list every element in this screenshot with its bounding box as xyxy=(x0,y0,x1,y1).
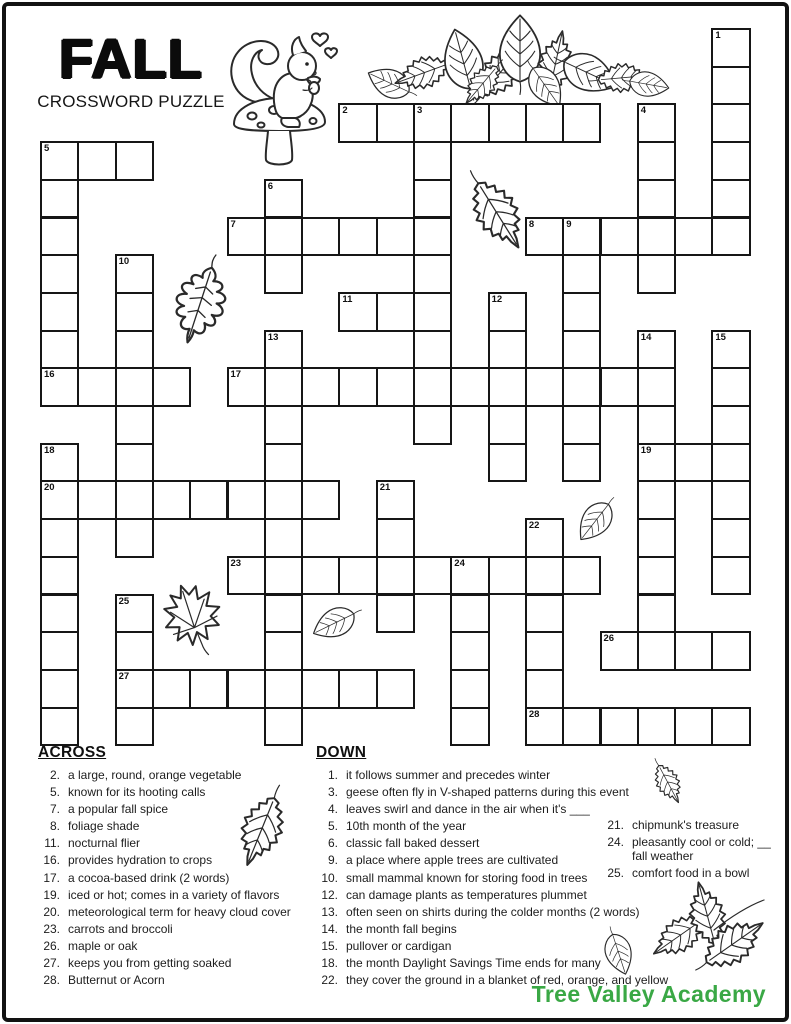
grid-cell xyxy=(637,254,676,294)
clue-item xyxy=(34,957,322,971)
grid-cell xyxy=(413,330,452,370)
clue-number: 12. xyxy=(321,887,338,902)
grid-cell xyxy=(376,367,415,407)
grid-cell xyxy=(562,367,601,407)
grid-cell xyxy=(264,480,303,520)
grid-cell xyxy=(40,556,79,596)
clue-text: leaves swirl and dance in the air when it's ___ xyxy=(346,802,590,817)
grid-cell xyxy=(413,367,452,407)
grid-cell xyxy=(413,141,452,181)
grid-cell xyxy=(264,405,303,445)
site-logo: Tree Valley Academy xyxy=(531,981,766,1007)
clue-item xyxy=(34,820,322,834)
grid-cell xyxy=(264,367,303,407)
clue-number: 28. xyxy=(43,973,60,988)
clue-text: a cocoa-based drink (2 words) xyxy=(68,870,230,885)
clue-text: maple or oak xyxy=(68,938,138,953)
grid-cell xyxy=(301,217,340,257)
grid-cell xyxy=(600,367,639,407)
clue-number: 11. xyxy=(44,836,60,851)
grid-cell xyxy=(227,669,266,709)
grid-cell xyxy=(77,141,116,181)
grid-cell xyxy=(711,707,750,747)
grid-cell xyxy=(376,292,415,332)
grid-cell xyxy=(450,631,489,671)
grid-cell xyxy=(115,367,154,407)
grid-cell xyxy=(77,480,116,520)
grid-cell xyxy=(413,254,452,294)
grid-cell xyxy=(301,367,340,407)
grid-cell xyxy=(525,367,564,407)
grid-cell xyxy=(264,707,303,747)
clue-text: iced or hot; comes in a variety of flavors xyxy=(68,887,280,902)
cell-number: 23 xyxy=(230,557,242,569)
grid-cell xyxy=(338,669,377,709)
grid-cell xyxy=(152,669,191,709)
grid-cell xyxy=(525,631,564,671)
clue-item xyxy=(34,974,322,988)
cell-number: 11 xyxy=(342,293,353,305)
cell-number: 2 xyxy=(342,105,348,117)
grid-cell xyxy=(488,556,527,596)
grid-cell xyxy=(562,330,601,370)
cell-number: 28 xyxy=(528,708,540,720)
clue-text: a place where apple trees are cultivated xyxy=(346,853,559,868)
grid-cell xyxy=(115,141,154,181)
grid-cell xyxy=(488,330,527,370)
clue-number: 24. xyxy=(607,835,624,850)
clue-item xyxy=(34,906,322,920)
grid-cell xyxy=(376,217,415,257)
grid-cell xyxy=(77,367,116,407)
page-subtitle: CROSSWORD PUZZLE xyxy=(37,92,225,112)
clue-text: they cover the ground in a blanket of red, orange, and yellow xyxy=(346,973,669,988)
grid-cell xyxy=(711,405,750,445)
clue-number: 5. xyxy=(327,819,338,834)
clue-number: 19. xyxy=(43,887,60,902)
grid-cell xyxy=(562,217,601,257)
grid-cell xyxy=(488,367,527,407)
clue-number: 16. xyxy=(43,853,60,868)
grid-cell xyxy=(115,594,154,634)
grid-cell xyxy=(227,217,266,257)
clue-item xyxy=(34,889,322,903)
clue-item xyxy=(312,786,694,800)
clue-item xyxy=(598,819,786,833)
grid-cell xyxy=(450,594,489,634)
grid-cell xyxy=(189,480,228,520)
clue-item xyxy=(34,786,322,800)
grid-cell xyxy=(711,179,750,219)
clue-text: comfort food in a bowl xyxy=(632,866,750,881)
cell-number: 24 xyxy=(454,557,465,569)
grid-cell xyxy=(674,707,713,747)
grid-cell xyxy=(376,480,415,520)
cell-number: 25 xyxy=(118,595,130,607)
grid-cell xyxy=(637,103,676,143)
grid-cell xyxy=(227,367,266,407)
clue-text: chipmunk's treasure xyxy=(632,818,740,832)
clue-number: 23. xyxy=(43,921,60,936)
grid-cell xyxy=(40,141,79,181)
cell-number: 4 xyxy=(640,105,647,117)
grid-cell xyxy=(562,707,601,747)
grid-cell xyxy=(115,405,154,445)
grid-cell xyxy=(525,518,564,558)
cell-number: 8 xyxy=(528,218,535,230)
clue-item xyxy=(34,872,322,886)
clue-item xyxy=(312,906,694,920)
clue-text: pullover or cardigan xyxy=(346,938,452,953)
grid-cell xyxy=(674,217,713,257)
clue-item xyxy=(34,940,322,954)
grid-cell xyxy=(637,556,676,596)
grid-cell xyxy=(115,330,154,370)
clue-item xyxy=(598,867,786,881)
clue-item xyxy=(34,769,322,783)
across-clues-section xyxy=(34,744,322,991)
clue-item xyxy=(312,957,694,971)
clue-text: Butternut or Acorn xyxy=(68,973,165,988)
grid-cell xyxy=(264,254,303,294)
grid-cell xyxy=(711,103,750,143)
clue-item xyxy=(312,803,694,817)
grid-cell xyxy=(413,556,452,596)
clue-text: can damage plants as temperatures plummet xyxy=(346,887,587,902)
grid-cell xyxy=(115,480,154,520)
across-header: ACROSS xyxy=(38,744,107,761)
cell-number: 17 xyxy=(230,369,242,381)
grid-cell xyxy=(637,179,676,219)
grid-cell xyxy=(711,518,750,558)
grid-cell xyxy=(376,594,415,634)
grid-cell xyxy=(40,594,79,634)
clue-text: carrots and broccoli xyxy=(68,921,173,936)
grid-cell xyxy=(450,367,489,407)
grid-cell xyxy=(413,179,452,219)
grid-cell xyxy=(525,556,564,596)
clue-number: 7. xyxy=(49,802,60,817)
clue-text: a popular fall spice xyxy=(68,802,169,817)
down-header: DOWN xyxy=(316,744,367,761)
down-list-2 xyxy=(598,819,786,881)
clue-text: pleasantly cool or cold; __ fall weather xyxy=(632,835,771,863)
clue-number: 22. xyxy=(321,973,338,988)
grid-cell xyxy=(711,443,750,483)
grid-cell xyxy=(376,518,415,558)
cell-number: 20 xyxy=(44,482,55,494)
grid-cell xyxy=(152,480,191,520)
clue-number: 18. xyxy=(321,956,338,970)
clue-text: small mammal known for storing food in trees xyxy=(346,870,588,885)
grid-cell xyxy=(40,443,79,483)
grid-cell xyxy=(711,480,750,520)
clue-item xyxy=(312,923,694,937)
cell-number: 9 xyxy=(566,218,572,230)
grid-cell xyxy=(562,103,601,143)
cell-number: 10 xyxy=(118,256,130,268)
clue-number: 21. xyxy=(607,818,624,832)
grid-cell xyxy=(637,443,676,483)
grid-cell xyxy=(450,103,489,143)
grid-cell xyxy=(711,330,750,370)
grid-cell xyxy=(152,367,191,407)
grid-cell xyxy=(525,103,564,143)
clue-text: a large, round, orange vegetable xyxy=(68,767,242,782)
grid-cell xyxy=(637,594,676,634)
grid-cell xyxy=(562,292,601,332)
grid-cell xyxy=(711,217,750,257)
clue-item xyxy=(312,889,694,903)
grid-cell xyxy=(189,669,228,709)
clue-text: often seen on shirts during the colder months (2 words) xyxy=(346,904,640,919)
grid-cell xyxy=(637,707,676,747)
grid-cell xyxy=(637,631,676,671)
grid-cell xyxy=(711,556,750,596)
grid-cell xyxy=(40,179,79,219)
grid-cell xyxy=(338,367,377,407)
clue-text: geese often fly in V-shaped patterns during this event xyxy=(346,785,629,800)
grid-cell xyxy=(264,518,303,558)
cell-number: 14 xyxy=(640,331,652,343)
grid-cell xyxy=(338,103,377,143)
grid-cell xyxy=(40,367,79,407)
grid-cell xyxy=(376,103,415,143)
grid-cell xyxy=(637,480,676,520)
grid-cell xyxy=(637,367,676,407)
cell-number: 6 xyxy=(267,180,274,192)
grid-cell xyxy=(525,707,564,747)
grid-cell xyxy=(562,556,601,596)
across-list xyxy=(34,769,322,988)
grid-cell xyxy=(711,631,750,671)
clue-number: 2. xyxy=(49,767,60,782)
grid-cell xyxy=(488,103,527,143)
clue-text: it follows summer and precedes winter xyxy=(346,767,551,782)
grid-cell xyxy=(115,631,154,671)
grid-cell xyxy=(711,367,750,407)
grid-cell xyxy=(637,405,676,445)
clue-number: 1. xyxy=(327,767,338,782)
clue-text: nocturnal flier xyxy=(68,836,141,851)
cell-number: 13 xyxy=(267,331,279,343)
clue-item xyxy=(598,836,786,864)
grid-cell xyxy=(711,28,750,68)
grid-cell xyxy=(115,443,154,483)
grid-cell xyxy=(40,254,79,294)
grid-cell xyxy=(488,292,527,332)
clue-text: classic fall baked dessert xyxy=(346,836,480,851)
cell-number: 1 xyxy=(715,30,721,41)
grid-cell xyxy=(376,556,415,596)
grid-cell xyxy=(562,254,601,294)
grid-cell xyxy=(413,103,452,143)
clue-text: foliage shade xyxy=(68,819,140,834)
grid-cell xyxy=(227,556,266,596)
grid-cell xyxy=(413,217,452,257)
clue-text: known for its hooting calls xyxy=(68,785,206,800)
grid-cell xyxy=(711,141,750,181)
cell-number: 26 xyxy=(603,633,615,645)
clue-text: meteorological term for heavy cloud cover xyxy=(68,904,291,919)
clue-number: 9. xyxy=(327,853,338,868)
clue-number: 15. xyxy=(321,938,338,953)
grid-cell xyxy=(264,669,303,709)
grid-cell xyxy=(40,518,79,558)
grid-cell xyxy=(115,292,154,332)
cell-number: 12 xyxy=(491,293,503,305)
grid-cell xyxy=(488,405,527,445)
grid-cell xyxy=(115,254,154,294)
grid-cell xyxy=(600,631,639,671)
cell-number: 27 xyxy=(118,670,130,682)
grid-cell xyxy=(115,669,154,709)
clue-item xyxy=(34,803,322,817)
grid-cell xyxy=(600,707,639,747)
grid-cell xyxy=(711,66,750,106)
grid-cell xyxy=(338,556,377,596)
clue-number: 3. xyxy=(327,785,338,800)
grid-cell xyxy=(40,480,79,520)
grid-cell xyxy=(301,556,340,596)
page-title: FALL xyxy=(59,27,203,90)
cell-number: 21 xyxy=(379,482,391,494)
cell-number: 22 xyxy=(528,520,540,532)
grid-cell xyxy=(40,292,79,332)
grid-cell xyxy=(40,707,79,747)
down-clues-section-2 xyxy=(598,819,786,884)
clue-text: the month fall begins xyxy=(346,921,457,936)
cell-number: 16 xyxy=(44,369,55,381)
grid-cell xyxy=(637,330,676,370)
grid-cell xyxy=(338,292,377,332)
clue-number: 27. xyxy=(43,956,60,970)
grid-cell xyxy=(301,669,340,709)
grid-cell xyxy=(525,594,564,634)
cell-number: 18 xyxy=(44,444,55,456)
clue-number: 6. xyxy=(327,836,338,851)
grid-cell xyxy=(115,518,154,558)
clue-number: 20. xyxy=(43,904,60,919)
grid-cell xyxy=(301,480,340,520)
clue-number: 17. xyxy=(43,870,60,885)
grid-cell xyxy=(264,631,303,671)
grid-cell xyxy=(376,669,415,709)
clue-number: 4. xyxy=(327,802,338,817)
grid-cell xyxy=(674,443,713,483)
clue-item xyxy=(312,940,694,954)
grid-cell xyxy=(525,669,564,709)
cell-number: 19 xyxy=(640,444,652,456)
grid-cell xyxy=(600,217,639,257)
grid-cell xyxy=(227,480,266,520)
clue-number: 13. xyxy=(321,904,338,919)
clue-item xyxy=(312,769,694,783)
clue-number: 10. xyxy=(321,870,338,885)
grid-cell xyxy=(40,669,79,709)
grid-cell xyxy=(674,631,713,671)
grid-cell xyxy=(115,707,154,747)
grid-cell xyxy=(637,518,676,558)
grid-cell xyxy=(413,405,452,445)
clue-item xyxy=(34,923,322,937)
clue-number: 5. xyxy=(49,785,60,800)
grid-cell xyxy=(562,405,601,445)
clue-number: 26. xyxy=(43,938,60,953)
grid-cell xyxy=(450,556,489,596)
clue-number: 14. xyxy=(321,921,338,936)
cell-number: 5 xyxy=(44,143,50,155)
grid-cell xyxy=(40,217,79,257)
clue-text: the month Daylight Savings Time ends for many xyxy=(346,956,601,970)
grid-cell xyxy=(450,707,489,747)
grid-cell xyxy=(40,330,79,370)
clue-item xyxy=(34,854,322,868)
grid-cell xyxy=(264,556,303,596)
grid-cell xyxy=(413,292,452,332)
grid-cell xyxy=(264,330,303,370)
cell-number: 7 xyxy=(230,218,236,230)
grid-cell xyxy=(450,669,489,709)
clue-text: keeps you from getting soaked xyxy=(68,956,232,970)
cell-number: 15 xyxy=(715,331,726,343)
grid-cell xyxy=(525,217,564,257)
clue-text: provides hydration to crops xyxy=(68,853,213,868)
grid-cell xyxy=(264,217,303,257)
grid-cell xyxy=(637,141,676,181)
grid-cell xyxy=(488,443,527,483)
clue-number: 8. xyxy=(49,819,60,834)
grid-cell xyxy=(264,443,303,483)
grid-cell xyxy=(264,594,303,634)
grid-cell xyxy=(338,217,377,257)
grid-cell xyxy=(264,179,303,219)
clue-item xyxy=(34,837,322,851)
cell-number: 3 xyxy=(417,105,423,117)
grid-cell xyxy=(562,443,601,483)
clue-text: 10th month of the year xyxy=(346,819,467,834)
grid-cell xyxy=(637,217,676,257)
clue-number: 25. xyxy=(607,866,624,881)
crossword-grid xyxy=(40,28,750,746)
grid-cell xyxy=(40,631,79,671)
